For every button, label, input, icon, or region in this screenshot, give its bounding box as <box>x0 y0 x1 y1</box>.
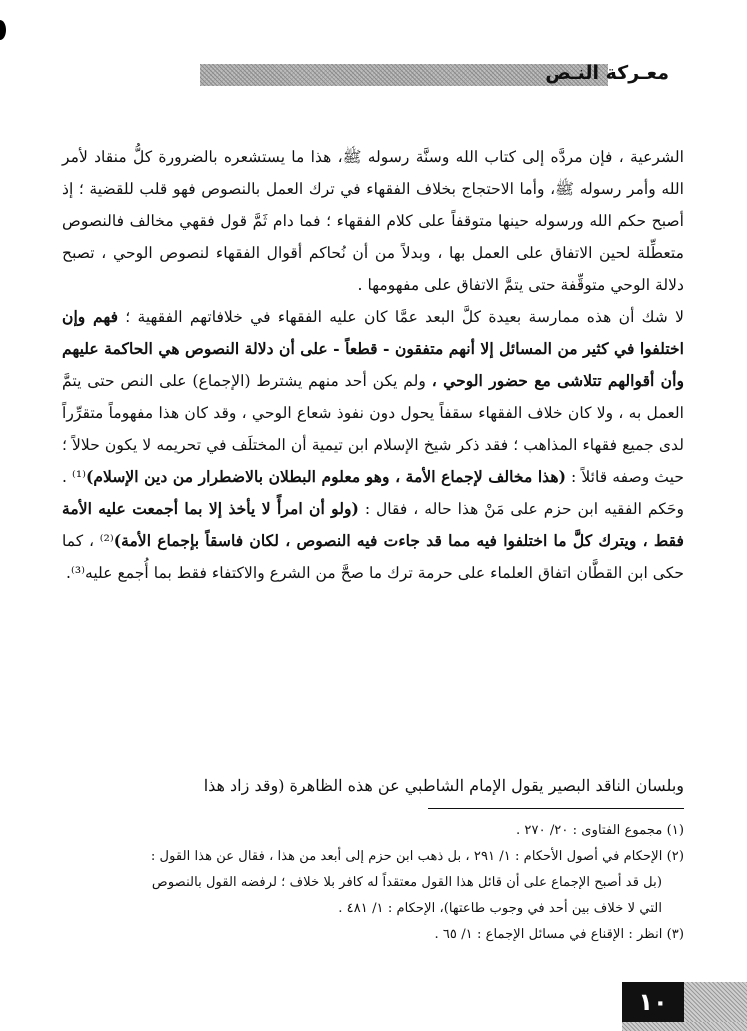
page-number-pattern-band <box>684 982 747 1022</box>
footnote-3: (٣) انظر : الإقناع في مسائل الإجماع : ١/ ٦٥ . <box>434 927 684 942</box>
p2-bold-1: فهم وإن اختلفوا في كثير من المسائل إلا أنهم متفقون - قطعاً - على أن دلالة النصوص هي الحاكمة عليهم وأن أقوالهم تتلاشى مع حضور الوحي ، <box>62 307 684 390</box>
p2-start: لا شك أن هذه ممارسة بعيدة كلَّ البعد عمَّا كان عليه الفقهاء في خلافاتهم الفقهية ؛ <box>125 308 684 326</box>
body-last-line: وبلسان الناقد البصير يقول الإمام الشاطبي عن هذه الظاهرة (وقد زاد هذا <box>203 776 684 795</box>
body-text <box>62 141 684 589</box>
p2-mid-2: . وحَكم الفقيه ابن حزم على مَنْ هذا حاله ، فقال : <box>62 468 684 518</box>
footnote-ref-1: ⁽¹⁾ <box>72 468 86 486</box>
paragraph-1: الشرعية ، فإن مردَّه إلى كتاب الله وسنَّة رسوله ﷺ، هذا ما يستشعره بالضرورة كلُّ منقاد لأمر الله وأمر رسوله ﷺ، وأما الاحتجاج بخلاف الفقهاء في ترك العمل بالنصوص فهو قلب للقضية ؛ إذ أصبح حكم الله ورسوله حينها متوقفاً على كلام الفقهاء ؛ فما دام ثَمَّ قول فقهي مخالف فالنصوص متعطِّلة لحين الاتفاق على العمل بها ، وبدلاً من أن نُحاكم أقوال الفقهاء لنصوص الوحي ، تصبح دلالة الوحي متوقِّفة حتى يتمَّ الاتفاق على مفهومها . <box>62 148 684 294</box>
page-number: ١٠ <box>622 982 684 1022</box>
footnote-2-continued: (بل قد أصبح الإجماع على أن قائل هذا القول معتقداً له كافر بلا خلاف ؛ لرفضه القول بالنصوص <box>151 875 662 890</box>
p2-bold-quote-ibn-hazm: (ولو أن امرأً لا يأخذ إلا بما أجمعت عليه الأمة فقط ، ويترك كلَّ ما اختلفوا فيه مما قد جاءت فيه النصوص ، لكان فاسقاً بإجماع الأمة) <box>62 499 685 550</box>
p2-end: ، كما حكى ابن القطَّان اتفاق العلماء على حرمة ترك ما صحَّ من الشرع والاكتفاء فقط بما أُجمع عليه <box>62 532 684 582</box>
footnote-2: (٢) الإحكام في أصول الأحكام : ١/ ٢٩١ ، بل ذهب ابن حزم إلى أبعد من هذا ، فقال عن هذا القول : <box>150 849 684 864</box>
footnote-divider <box>428 808 684 809</box>
bottom-pattern-band <box>622 1022 747 1031</box>
footnote-1: (١) مجموع الفتاوى : ٢٠/ ٢٧٠ . <box>516 823 684 838</box>
footnote-ref-3: ⁽³⁾ <box>71 564 85 582</box>
footnote-2-continued-2: التي لا خلاف بين أحد في وجوب طاعتها)، الإحكام : ١/ ٤٨١ . <box>338 901 662 916</box>
running-header-title: معـركة النـص <box>545 62 669 84</box>
corner-mark <box>0 20 6 40</box>
p2-end-dot: . <box>66 564 72 582</box>
p2-bold-quote-ibn-taymiyya: (هذا مخالف لإجماع الأمة ، وهو معلوم البطلان بالاضطرار من دين الإسلام) <box>85 467 566 486</box>
footnote-ref-2: ⁽²⁾ <box>99 532 114 550</box>
paragraph-2 <box>62 301 684 589</box>
p2-mid-1: ولم يكن أحد منهم يشترط (الإجماع) على النص حتى يتمَّ العمل به ، ولا كان خلاف الفقهاء سقفاً يحول دون نفوذ شعاع الوحي ، وقد كان هذا مفهوماً متقرِّراً لدى جميع فقهاء المذاهب ؛ فقد ذكر شيخ الإسلام ابن تيمية أن المختلَف في تحريمه لا يكون حلالاً ؛ حيث وصفه قائلاً : <box>62 372 684 486</box>
footnotes <box>62 818 684 948</box>
